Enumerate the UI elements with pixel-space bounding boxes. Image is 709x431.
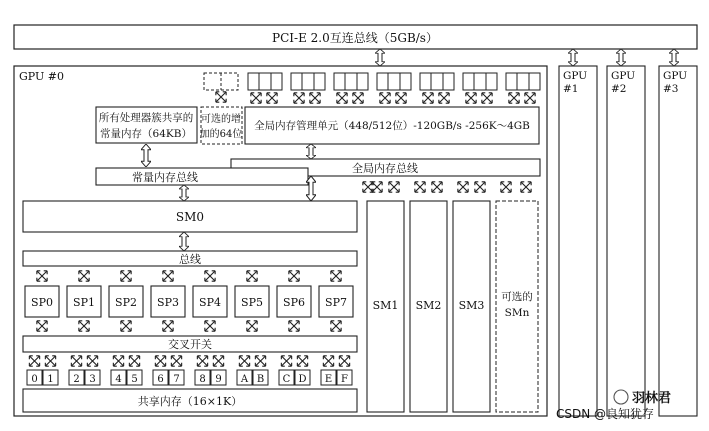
bank-label-0: 0 — [31, 374, 38, 385]
pcie-arrow-2 — [616, 49, 626, 66]
bank-label-2: 2 — [73, 374, 80, 385]
bank-label-12: C — [282, 374, 291, 385]
gpu-1-box — [559, 66, 597, 416]
bank-label-9: 9 — [215, 374, 222, 385]
bank-label-13: D — [298, 374, 307, 385]
bank-label-3: 3 — [89, 374, 96, 385]
sp-label-4: SP4 — [199, 296, 221, 309]
optional-64bit-line2: 加的64位 — [199, 129, 243, 140]
memory-chip-2 — [334, 73, 368, 90]
sp-label-6: SP6 — [283, 296, 305, 309]
sp-label-1: SP1 — [73, 296, 95, 309]
sp-label-2: SP2 — [115, 296, 137, 309]
bank-label-8: 8 — [199, 374, 206, 385]
watermark-csdn: CSDN @良知犹存 — [556, 407, 655, 421]
gpu-1-label-line2: #1 — [563, 83, 579, 95]
gpu-1-label-line1: GPU — [563, 70, 588, 82]
memory-chip-5 — [463, 73, 497, 90]
constant-memory-bus — [96, 168, 308, 185]
bank-label-4: 4 — [115, 374, 122, 385]
sm2-label: SM2 — [415, 299, 442, 312]
gpu-3-label-line2: #3 — [663, 83, 679, 95]
wechat-icon — [614, 390, 628, 404]
optional-64bit-line1: 可选的增 — [201, 114, 241, 125]
sp-label-5: SP5 — [241, 296, 263, 309]
gpu-2-label-line2: #2 — [611, 83, 627, 95]
bank-label-5: 5 — [131, 374, 138, 385]
global-mmu-label: 全局内存管理单元（448/512位）-120GB/s -256K～4GB — [254, 120, 530, 132]
memory-chip-6 — [506, 73, 540, 90]
smn-optional-line2: SMn — [504, 307, 530, 319]
constant-memory-line1: 所有处理器簇共享的 — [98, 112, 194, 124]
gpu-2-label-line1: GPU — [611, 70, 636, 82]
constant-memory-line2: 常量内存（64KB） — [100, 128, 192, 140]
bank-label-1: 1 — [47, 374, 54, 385]
bank-label-11: B — [256, 374, 265, 385]
gpu-3-label-line1: GPU — [663, 70, 688, 82]
bank-label-14: E — [324, 374, 333, 385]
crossbar-label: 交叉开关 — [168, 338, 212, 351]
memory-chip-3 — [377, 73, 411, 90]
bank-label-10: A — [240, 374, 249, 385]
pcie-arrow-0 — [375, 49, 385, 66]
sm0-label: SM0 — [175, 210, 205, 224]
sp-label-7: SP7 — [325, 296, 347, 309]
gpu-2-box — [607, 66, 645, 416]
sm0-bus-label: 总线 — [179, 253, 201, 266]
smn-optional-line1: 可选的 — [501, 291, 533, 303]
sm1-label: SM1 — [372, 299, 399, 312]
watermark-name: 羽林君 — [632, 391, 672, 406]
shared-memory-label: 共享内存（16×1K） — [137, 395, 243, 408]
global-memory-bus-label: 全局内存总线 — [352, 162, 418, 175]
sp-label-0: SP0 — [31, 296, 53, 309]
sp-label-3: SP3 — [157, 296, 179, 309]
pcie-arrow-1 — [568, 49, 578, 66]
constant-memory-bus-label: 常量内存总线 — [132, 171, 198, 184]
sm3-label: SM3 — [458, 299, 485, 312]
memory-chip-0 — [248, 73, 282, 90]
pcie-arrow-3 — [669, 49, 679, 66]
bank-label-7: 7 — [173, 374, 180, 385]
pcie-bus-label: PCI-E 2.0互连总线（5GB/s） — [272, 31, 438, 45]
bank-label-15: F — [341, 374, 348, 385]
gpu-3-box — [659, 66, 697, 416]
bank-label-6: 6 — [157, 374, 164, 385]
memory-chip-4 — [420, 73, 454, 90]
gpu0-label: GPU #0 — [19, 70, 64, 83]
memory-chip-1 — [291, 73, 325, 90]
